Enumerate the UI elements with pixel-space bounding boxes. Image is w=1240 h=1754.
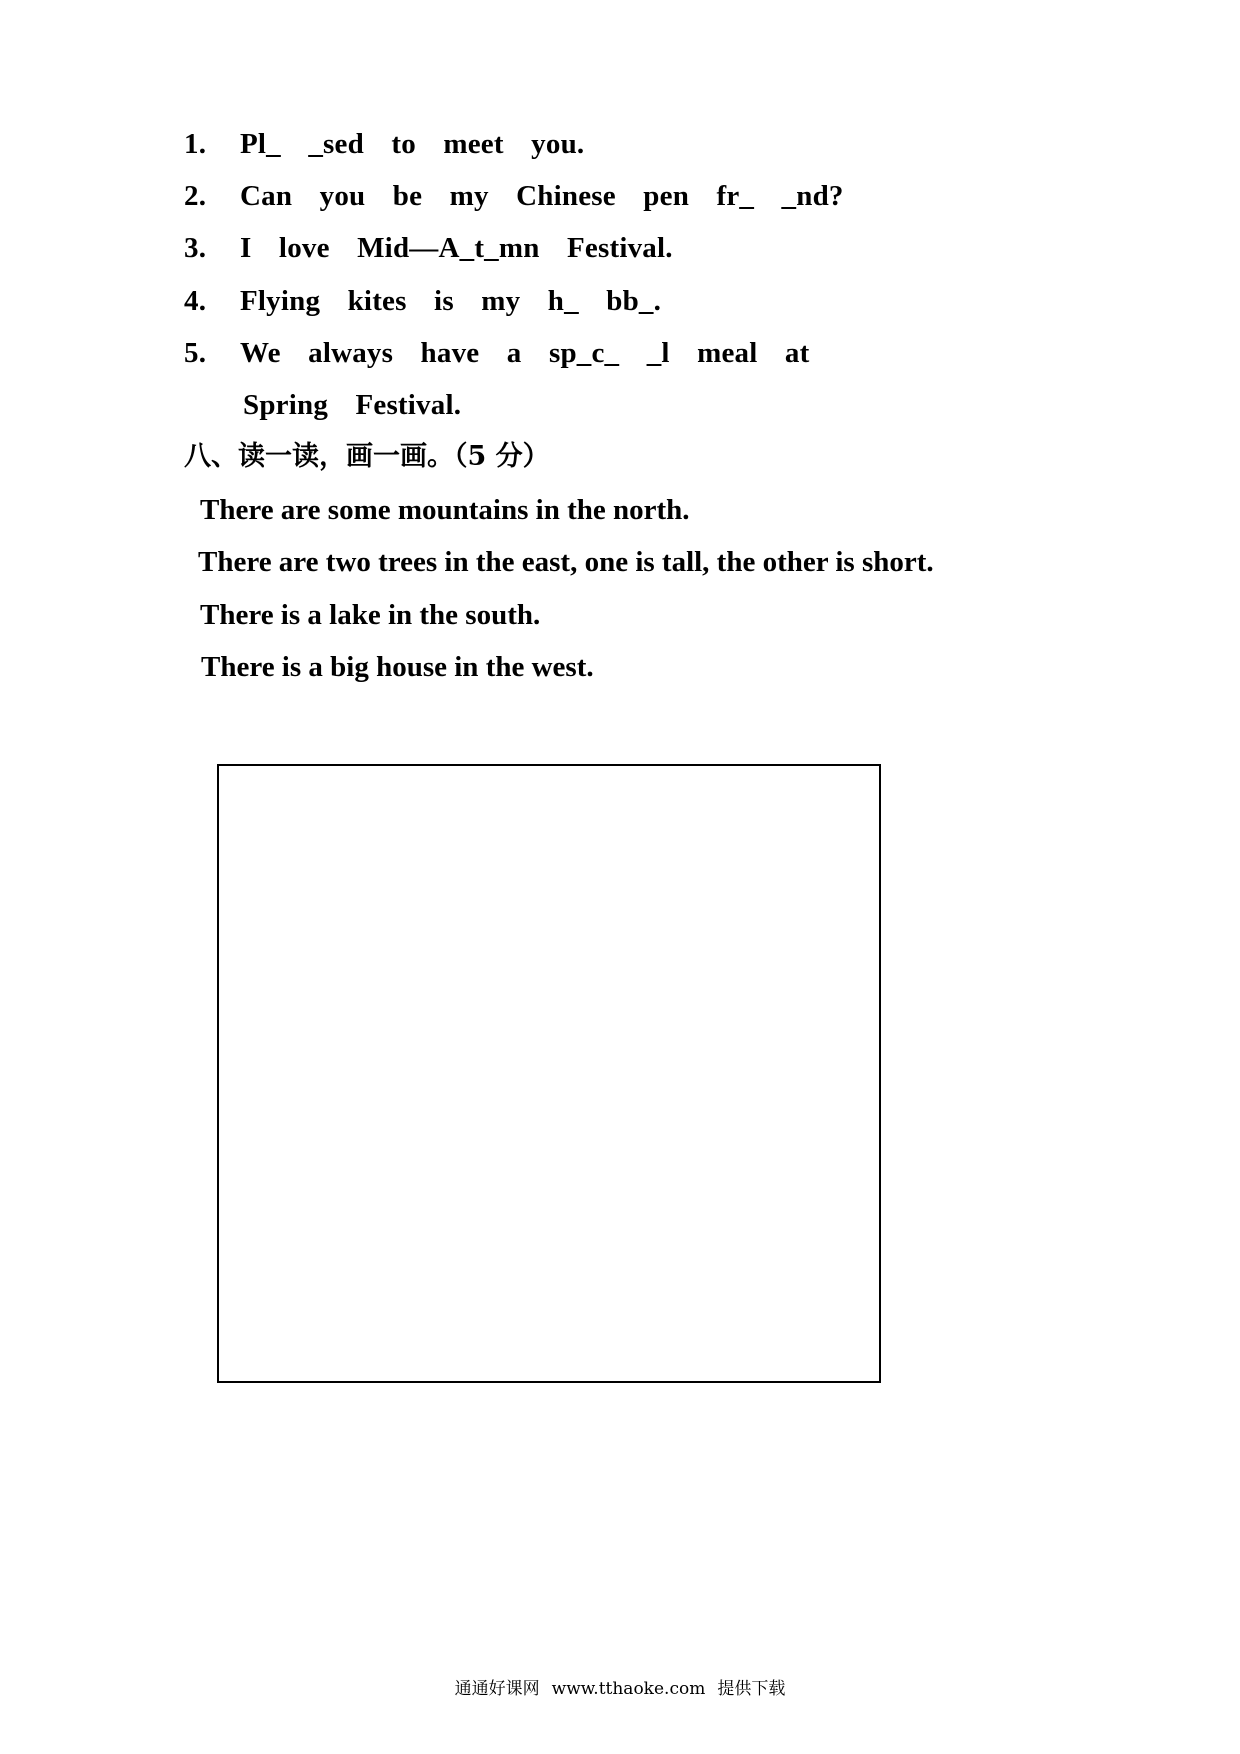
- section-heading: 八、读一读，画一画。（5 分）: [184, 441, 550, 472]
- footer-url: www.tthaoke.com: [551, 1679, 706, 1699]
- item-text: Flying kites is my h_ bb_.: [240, 285, 662, 317]
- item-text: Pl_ _sed to meet you.: [240, 128, 585, 160]
- footer-site-name: 通通好课网: [454, 1679, 540, 1699]
- fill-in-item-4: [184, 284, 661, 318]
- instruction-sentence-3: There is a lake in the south.: [200, 599, 541, 631]
- fill-in-item-1: [184, 127, 584, 161]
- item-number: 1.: [184, 128, 207, 160]
- fill-in-item-5: [184, 336, 810, 370]
- footer-note: 提供下载: [717, 1679, 786, 1699]
- fill-in-item-5-continuation: Spring Festival.: [243, 389, 462, 421]
- item-number: 3.: [184, 232, 207, 264]
- fill-in-item-2: [184, 179, 844, 213]
- drawing-area[interactable]: [217, 764, 881, 1383]
- instruction-sentence-1: There are some mountains in the north.: [200, 494, 690, 526]
- page-footer: [0, 1678, 1240, 1700]
- item-number: 2.: [184, 180, 207, 212]
- instruction-sentence-2: There are two trees in the east, one is tall, the other is short.: [198, 546, 934, 578]
- item-text: Can you be my Chinese pen fr_ _nd?: [240, 180, 844, 212]
- item-text: I love Mid—A_t_mn Festival.: [240, 232, 673, 264]
- fill-in-item-3: [184, 231, 673, 265]
- item-number: 4.: [184, 285, 207, 317]
- item-number: 5.: [184, 337, 207, 369]
- instruction-sentence-4: There is a big house in the west.: [201, 651, 594, 683]
- item-text: We always have a sp_c_ _l meal at: [240, 337, 810, 369]
